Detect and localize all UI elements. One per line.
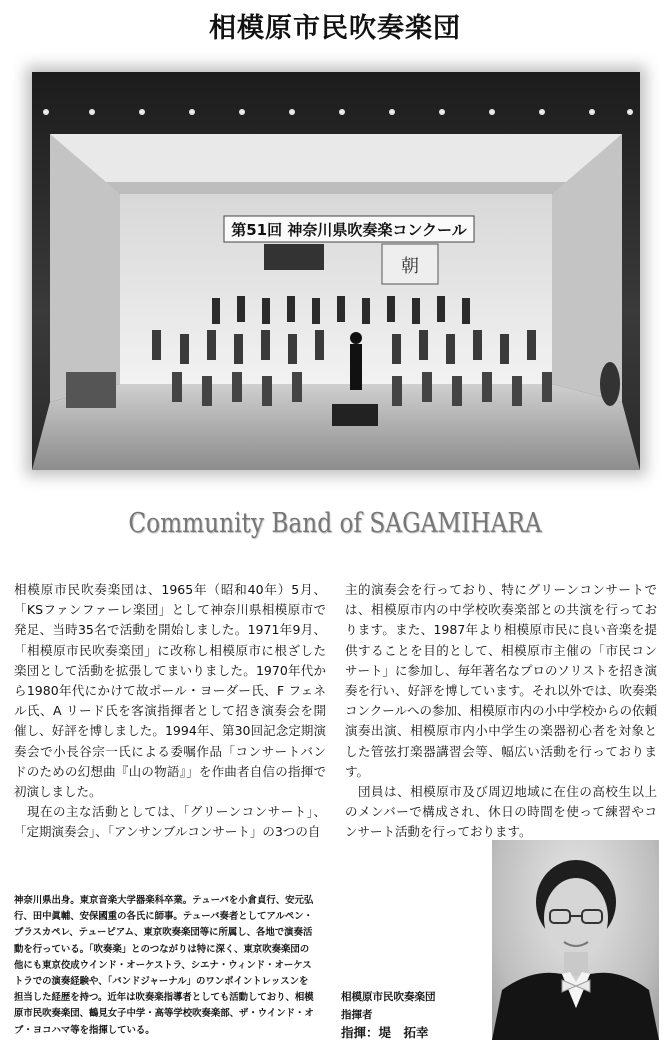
credit-org: 相模原市民吹奏楽団 [341, 991, 436, 1003]
band-photo [32, 72, 640, 470]
paragraph: 相模原市民吹奏楽団は、1965年（昭和40年）5月、「KSファンファーレ楽団」として神奈川県相模原市で発足、当時35名で活動を開始しました。1971年9月、「相模原市民吹奏楽団」に改称し相模原市に根ざした楽団として活動を拡張してまいりました。1970年代から1980年代にかけて故ポール・ヨーダー氏、F フェネル氏、A リード氏を客演指揮者として招き演奏会を開催し、好評を博しました。1994年、第30回記念定期演奏会で小長谷宗一氏による委嘱作品「コンサートバンドのための幻想曲『山の物語』」を作曲者自信の指揮で初演しました。 [14, 582, 327, 800]
conductor-biography: 神奈川県出身。東京音楽大学器楽科卒業。テューバを小倉貞行、安元弘行、田中眞輔、安保國重の各氏に師事。テューバ奏者としてアルペン・ブラスカペレ、テューピアム、東京吹奏楽団等に所属し、各地で演奏活動を行っている。「吹奏楽」とのつながりは特に深く、東京吹奏楽団の他にも東京佼成ウインド・オーケストラ、シエナ・ウィンド・オーケストラでの演奏経験や、「バンドジャーナル」のワンポイントレッスンを担当した経歴を持つ。近年は吹奏楽指導者としても活動しており、相模原市民吹奏楽団、鶴見女子中学・高等学校吹奏楽部、ザ・ウインド・オブ・ヨコハマ等を指揮している。 [14, 895, 314, 1036]
paragraph: 団員は、相模原市及び周辺地域に在住の高校生以上のメンバーで構成され、休日の時間を使って練習やコンサート活動を行っております。 [345, 784, 657, 840]
banner-text: 第51回 神奈川県吹奏楽コンクール [231, 221, 467, 239]
conductor-portrait [492, 840, 659, 1040]
concert-stage-image [32, 72, 640, 470]
paragraph: 主的演奏会を行っており、特にグリーンコンサートでは、相模原市内の中学校吹奏楽部との共演を行っております。また、1987年より相模原市民に良い音楽を提供することを目的として、相模原市主催の「市民コンサート」に参加し、毎年著名なプロのソリストを招き演奏を行い、好評を博しています。それ以外では、吹奏楽コンクールへの参加、相模原市内の小中学校からの依頼演奏出演、相模原市内小中学生の楽器初心者を対象とした管弦打楽器講習会等、幅広い活動を行っております。 [345, 582, 658, 779]
description-left-column [14, 580, 326, 843]
paragraph: 現在の主な活動としては、「グリーンコンサート」、「定期演奏会」、「アンサンブルコンサート」の3つの自 [14, 804, 326, 840]
conductor-credit [341, 988, 436, 1042]
flag-text: 朝 [401, 256, 419, 277]
description-right-column [345, 580, 657, 843]
credit-name: 指揮：堤 拓幸 [341, 1025, 429, 1040]
credit-role: 指揮者 [341, 1009, 373, 1021]
page-title: 相模原市民吹奏楽団 [209, 13, 461, 44]
english-subtitle: Community Band of SAGAMIHARA [128, 508, 542, 539]
portrait-image [492, 840, 659, 1040]
